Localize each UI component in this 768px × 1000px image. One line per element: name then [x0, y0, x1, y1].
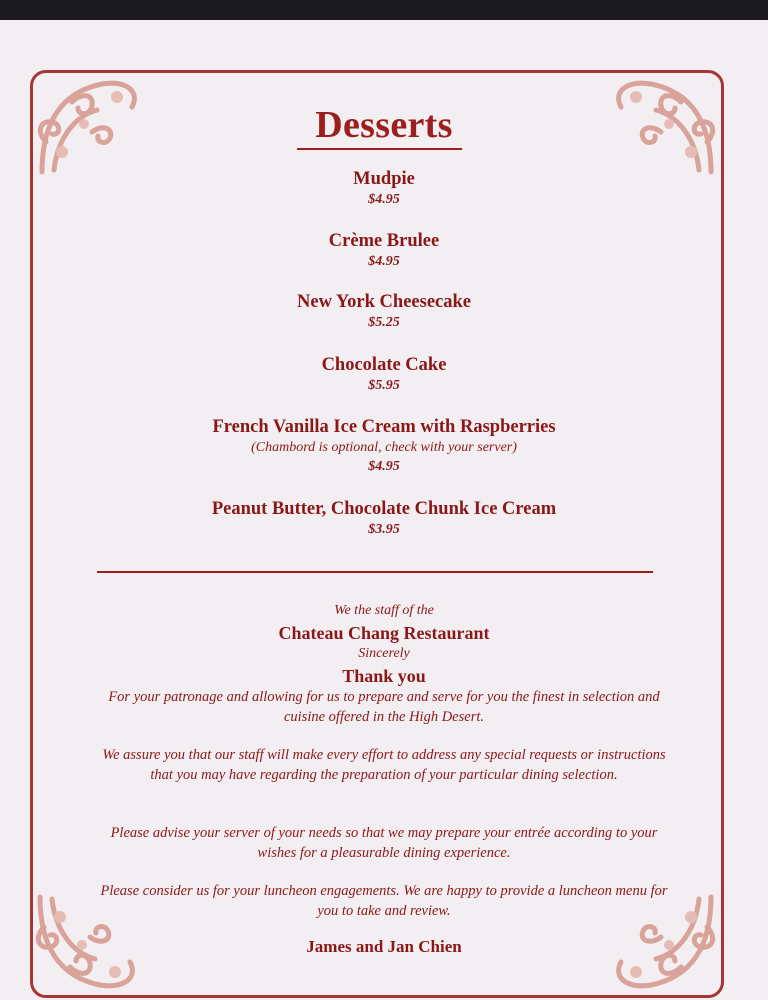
title-underline: [297, 148, 462, 150]
item-name: New York Cheesecake: [297, 292, 471, 312]
scanner-edge: [0, 0, 768, 20]
menu-item: [0, 416, 768, 477]
closing-header: [0, 601, 768, 687]
item-price: $5.95: [368, 378, 400, 393]
item-price: $4.95: [368, 192, 400, 207]
sincerely-text: Sincerely: [358, 646, 410, 661]
item-name: Chocolate Cake: [321, 355, 447, 375]
paragraph: Please consider us for your luncheon engagements. We are happy to provide a luncheon menu for you to take and review.: [100, 883, 668, 919]
item-name: French Vanilla Ice Cream with Raspberries: [212, 417, 556, 437]
item-price: $4.95: [368, 254, 400, 269]
menu-item: [0, 168, 768, 210]
item-price: $3.95: [368, 522, 400, 537]
item-name: Crème Brulee: [328, 231, 440, 251]
paragraph: For your patronage and allowing for us to prepare and serve for you the finest in selection and cuisine offered in the High Desert.: [108, 689, 660, 725]
item-price: $5.25: [368, 315, 400, 330]
section-divider: [97, 571, 653, 573]
item-name: Mudpie: [353, 169, 415, 189]
signature: James and Jan Chien: [306, 937, 462, 956]
menu-item: [0, 498, 768, 540]
paragraph: We assure you that our staff will make every effort to address any special requests or instructions that you may have regarding the preparation of your particular dining selection.: [102, 747, 666, 783]
item-name: Peanut Butter, Chocolate Chunk Ice Cream: [211, 499, 557, 519]
signature-block: [0, 936, 768, 958]
paragraph: Please advise your server of your needs so that we may prepare your entrée according to your wishes for a pleasurable dining experience.: [110, 825, 658, 861]
page-title: Desserts: [315, 104, 453, 146]
menu-item: [0, 230, 768, 272]
intro-text: We the staff of the: [334, 603, 434, 618]
thank-you-text: Thank you: [342, 666, 426, 686]
menu-item: [0, 291, 768, 333]
item-note: (Chambord is optional, check with your server): [251, 440, 517, 455]
item-price: $4.95: [368, 459, 400, 474]
restaurant-name: Chateau Chang Restaurant: [278, 623, 490, 643]
menu-item: [0, 354, 768, 396]
